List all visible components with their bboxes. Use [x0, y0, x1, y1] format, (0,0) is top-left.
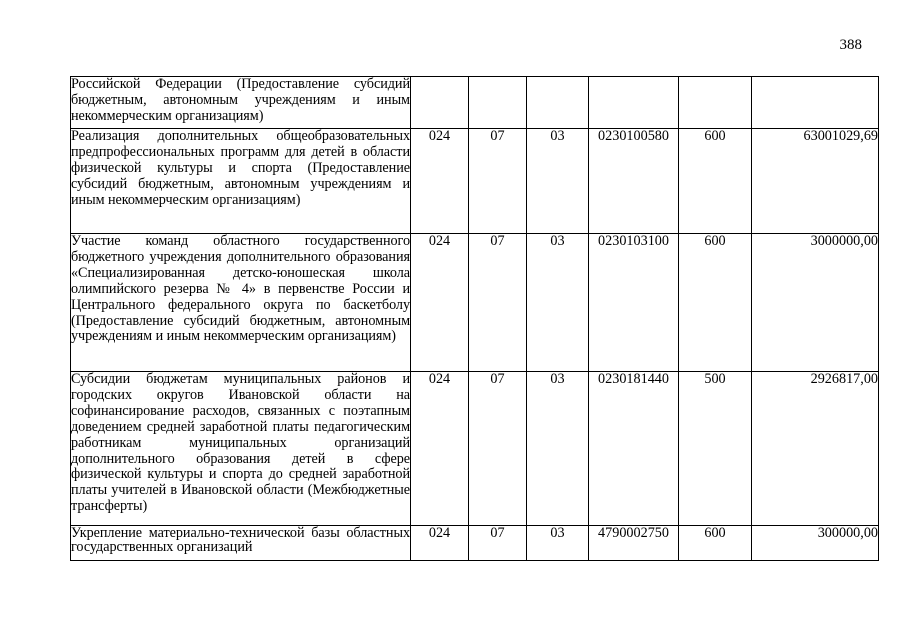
row-description: Укрепление материально-технической базы областных государственных организаций — [71, 526, 411, 561]
table-row — [71, 129, 879, 234]
section-code — [469, 77, 527, 129]
subsection-code — [527, 77, 589, 129]
table-row — [71, 234, 879, 372]
expense-type-code: 500 — [679, 372, 752, 526]
ministry-code: 024 — [411, 526, 469, 561]
target-article-code: 0230100580 — [589, 129, 679, 234]
table-row — [71, 526, 879, 561]
target-article-code: 0230181440 — [589, 372, 679, 526]
subsection-code: 03 — [527, 526, 589, 561]
amount — [752, 77, 879, 129]
expense-type-code — [679, 77, 752, 129]
expense-type-code: 600 — [679, 234, 752, 372]
section-code: 07 — [469, 372, 527, 526]
ministry-code — [411, 77, 469, 129]
subsection-code: 03 — [527, 372, 589, 526]
table-row — [71, 372, 879, 526]
row-description: Участие команд областного государственного бюджетного учреждения дополнительного образования «Специализированная детско-юношеская школа олимпийского резерва № 4» в первенстве России и Центрального федерального округа по баскетболу (Предоставление субсидий бюджетным, автономным учреждениям и иным некоммерческим организациям) — [71, 234, 411, 372]
table-row — [71, 77, 879, 129]
ministry-code: 024 — [411, 372, 469, 526]
amount: 2926817,00 — [752, 372, 879, 526]
budget-table — [70, 76, 879, 561]
target-article-code — [589, 77, 679, 129]
row-description: Субсидии бюджетам муниципальных районов и городских округов Ивановской области на софинансирование расходов, связанных с поэтапным доведением средней заработной платы педагогическим работникам муниципальных организаций дополнительного образования детей в сфере физической культуры и спорта до средней заработной платы учителей в Ивановской области (Межбюджетные трансферты) — [71, 372, 411, 526]
subsection-code: 03 — [527, 129, 589, 234]
amount: 3000000,00 — [752, 234, 879, 372]
section-code: 07 — [469, 129, 527, 234]
target-article-code: 0230103100 — [589, 234, 679, 372]
page-number: 388 — [839, 37, 862, 53]
expense-type-code: 600 — [679, 129, 752, 234]
section-code: 07 — [469, 234, 527, 372]
ministry-code: 024 — [411, 234, 469, 372]
ministry-code: 024 — [411, 129, 469, 234]
amount: 63001029,69 — [752, 129, 879, 234]
expense-type-code: 600 — [679, 526, 752, 561]
row-description: Российской Федерации (Предоставление субсидий бюджетным, автономным учреждениям и иным некоммерческим организациям) — [71, 77, 411, 129]
amount: 300000,00 — [752, 526, 879, 561]
row-description: Реализация дополнительных общеобразовательных предпрофессиональных программ для детей в области физической культуры и спорта (Предоставление субсидий бюджетным, автономным учреждениям и иным некоммерческим организациям) — [71, 129, 411, 234]
target-article-code: 4790002750 — [589, 526, 679, 561]
subsection-code: 03 — [527, 234, 589, 372]
section-code: 07 — [469, 526, 527, 561]
